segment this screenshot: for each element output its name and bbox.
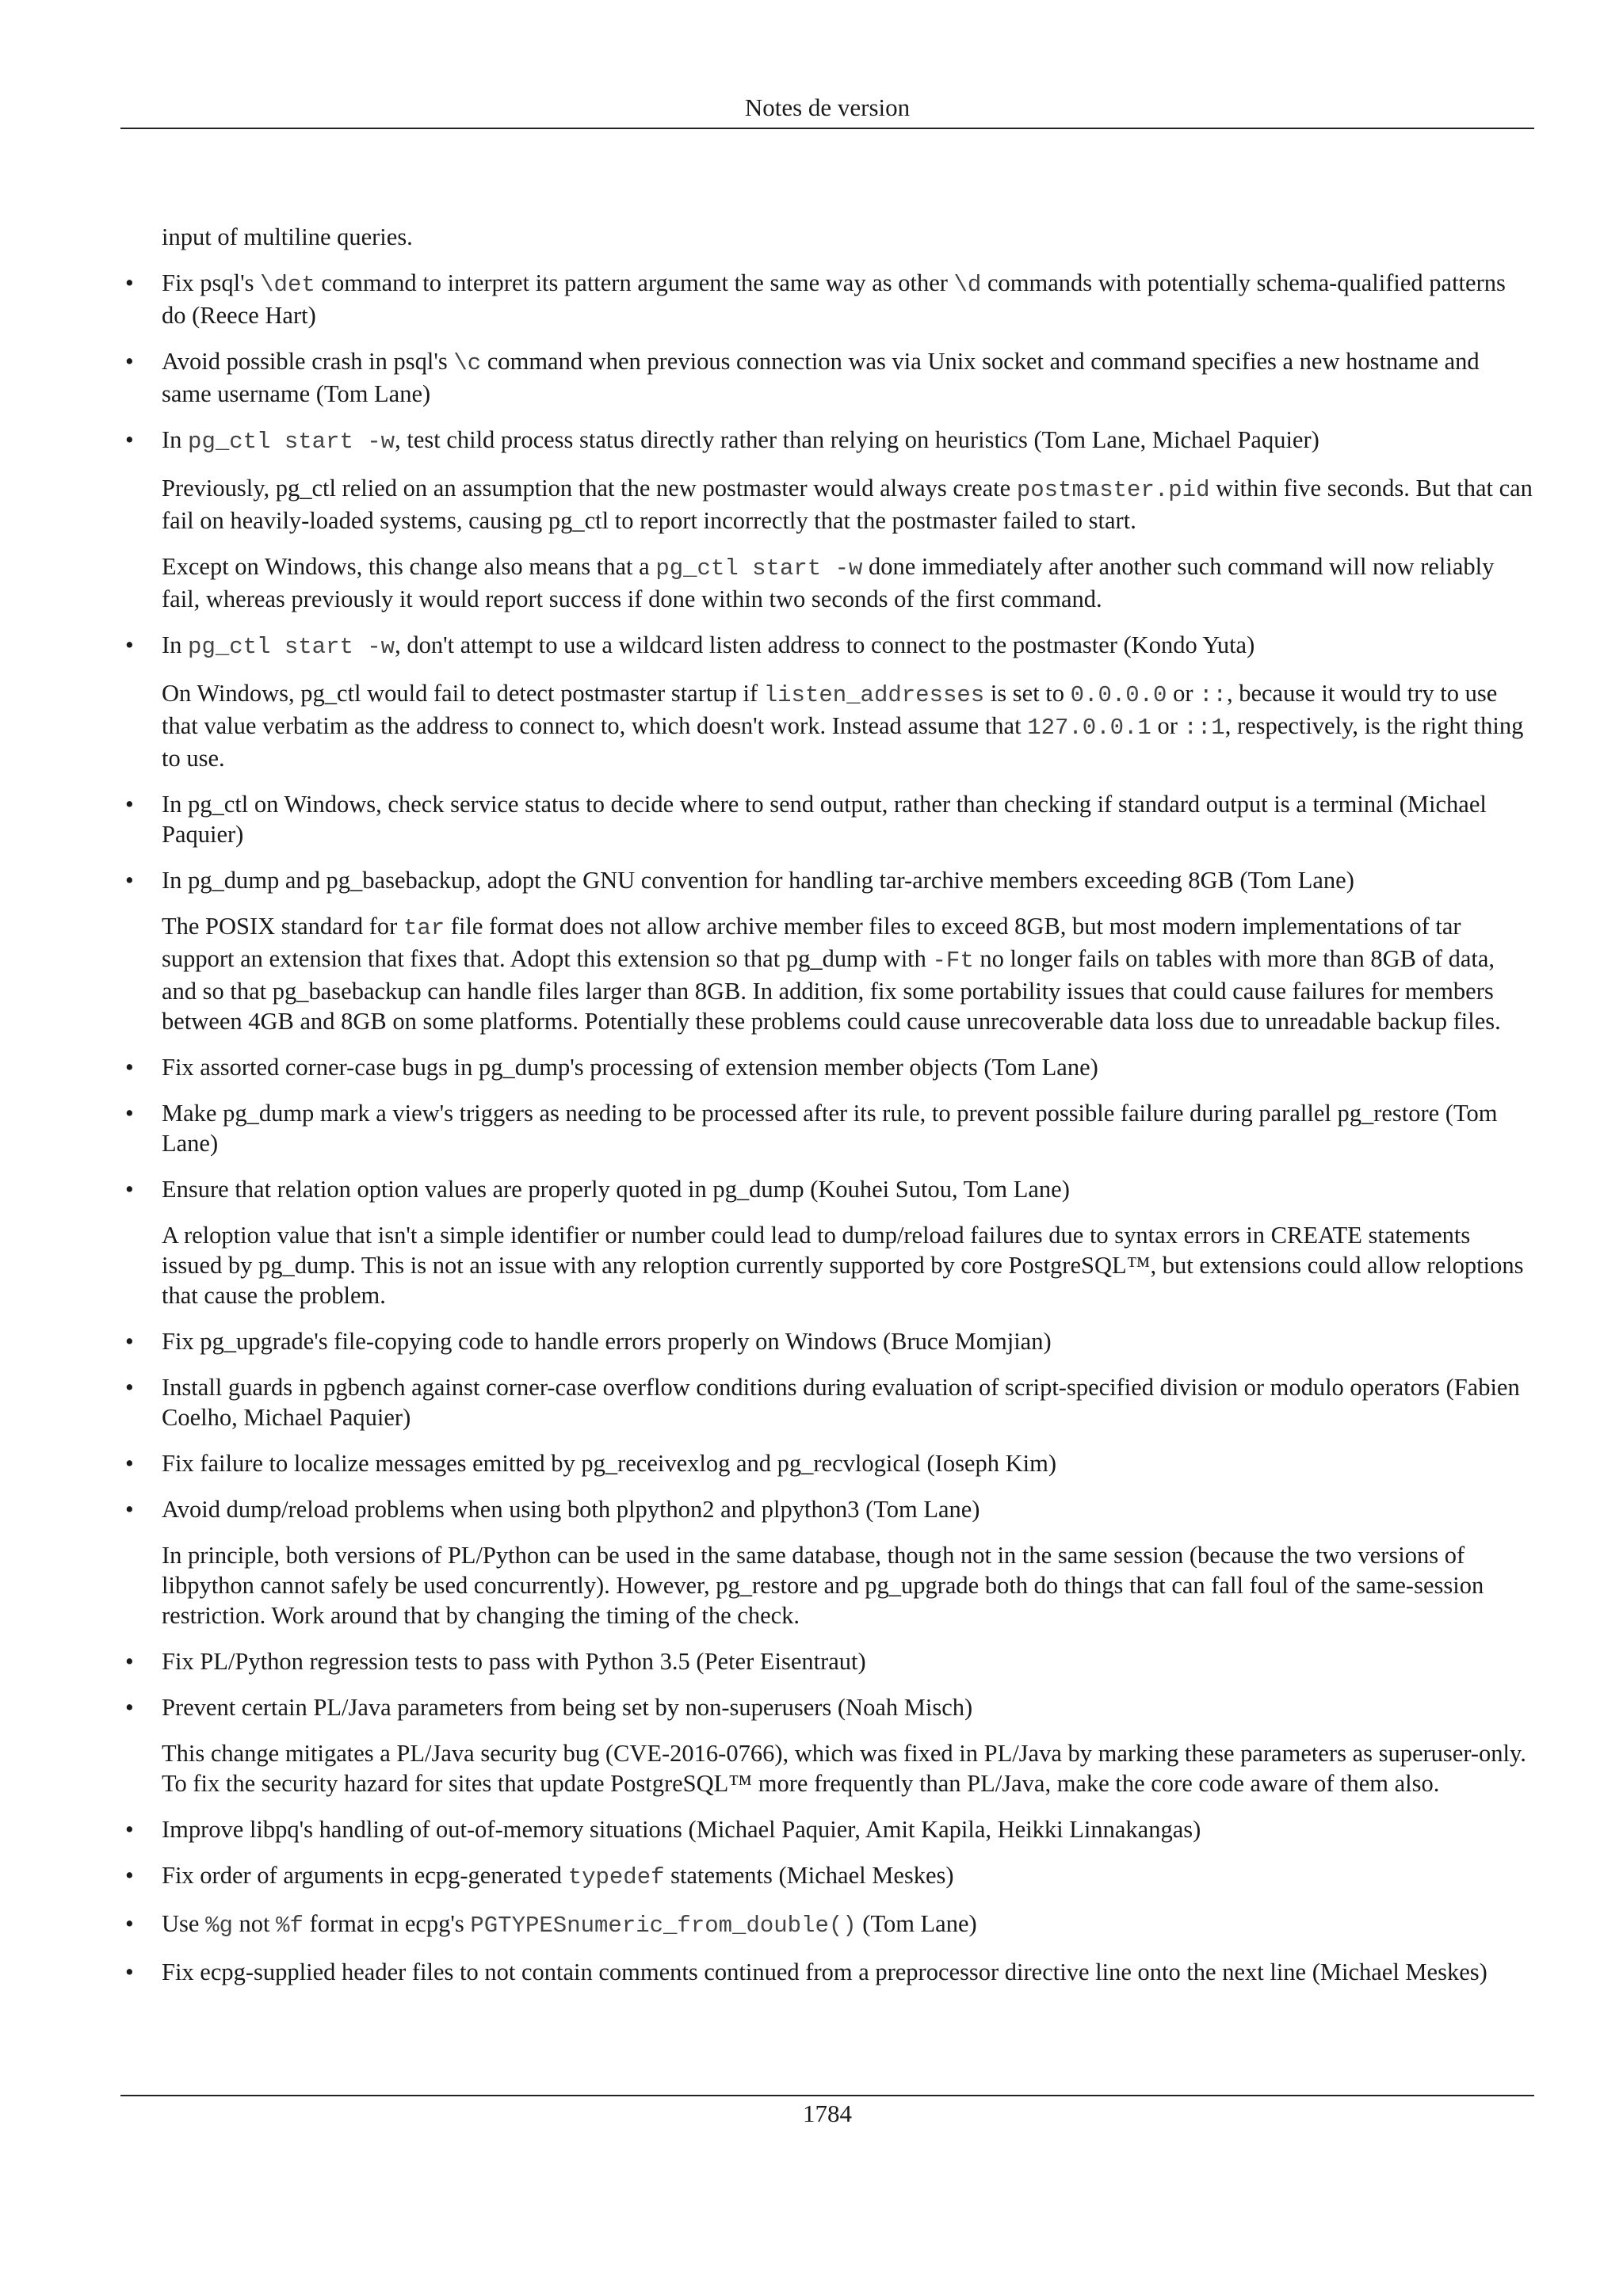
text-run: , don't attempt to use a wildcard listen address to connect to the postmaster (Kondo Yuta) (395, 631, 1255, 658)
list-item-text (162, 1448, 1534, 1478)
code-literal: %g (205, 1913, 233, 1939)
list-item-text (162, 1372, 1534, 1432)
code-literal: listen_addresses (763, 682, 985, 708)
bullet-marker: • (125, 1100, 134, 1127)
text-run: or (1167, 680, 1200, 707)
code-literal: \c (453, 350, 482, 376)
list-item (120, 1372, 1534, 1432)
text-run: Fix psql's (162, 269, 261, 296)
text-run: , test child process status directly rather than relying on heuristics (Tom Lane, Michael Paquier) (395, 426, 1319, 453)
list-item-text (162, 630, 1534, 662)
text-run: within five seconds. But that can fail on heavily-loaded systems, causing pg_ctl to report incorrectly that the postmaster failed to start. (162, 475, 1533, 534)
list-item-text (162, 1860, 1534, 1893)
text-run: This change mitigates a PL/Java security bug (CVE-2016-0766), which was fixed in PL/Java by marking these parameters as superuser-only. To fix the security hazard for sites that update PostgreSQL™ more frequently than PL/Java, make the core code aware of them also. (162, 1740, 1526, 1797)
text-run: file format does not allow archive member files to exceed 8GB, but most modern implementations of tar support an extension that fixes that. Adopt this extension so that pg_dump with (162, 913, 1461, 972)
text-run: Avoid dump/reload problems when using both plpython2 and plpython3 (Tom Lane) (162, 1496, 980, 1523)
text-run: format in ecpg's (303, 1910, 471, 1937)
list-item (120, 1646, 1534, 1676)
text-run: or (1151, 712, 1184, 739)
text-run: statements (Michael Meskes) (664, 1862, 954, 1889)
text-run: , because it would try to use that value verbatim as the address to connect to, which doesn't work. Instead assume that (162, 680, 1498, 739)
text-run: (Tom Lane) (856, 1910, 977, 1937)
list-item-text (162, 1909, 1534, 1941)
text-run: The POSIX standard for (162, 913, 403, 940)
bullet-marker: • (125, 1694, 134, 1721)
code-literal: :: (1199, 682, 1227, 708)
detail-paragraph (162, 911, 1534, 1036)
code-literal: PGTYPESnumeric_from_double() (470, 1913, 857, 1939)
detail-paragraph (162, 1220, 1534, 1310)
text-run: Install guards in pgbench against corner-case overflow conditions during evaluation of script-specified division or modulo operators (Fabien Coelho, Michael Paquier) (162, 1374, 1520, 1431)
header-rule (120, 128, 1534, 129)
list-item-text (162, 268, 1534, 330)
code-literal: -Ft (932, 948, 974, 974)
bullet-marker: • (125, 1176, 134, 1203)
list-item (120, 1909, 1534, 1941)
text-run: commands with potentially schema-qualified patterns do (Reece Hart) (162, 269, 1506, 329)
list-item-text (162, 1052, 1534, 1082)
code-literal: 127.0.0.1 (1027, 715, 1151, 741)
detail-paragraph (162, 473, 1534, 536)
bullet-marker: • (125, 426, 134, 453)
list-item (120, 1814, 1534, 1844)
text-run: Make pg_dump mark a view's triggers as needing to be processed after its rule, to prevent possible failure during parallel pg_restore (Tom Lane) (162, 1100, 1498, 1157)
list-item-text (162, 789, 1534, 849)
list-item (120, 1494, 1534, 1524)
text-run: In (162, 631, 189, 658)
list-item-text (162, 1494, 1534, 1524)
list-item (120, 346, 1534, 409)
text-run: Fix assorted corner-case bugs in pg_dump's processing of extension member objects (Tom Lane) (162, 1054, 1098, 1081)
text-run: Ensure that relation option values are properly quoted in pg_dump (Kouhei Sutou, Tom Lane) (162, 1176, 1070, 1203)
list-item-text (162, 425, 1534, 457)
code-literal: \det (260, 272, 315, 298)
text-run: Avoid possible crash in psql's (162, 348, 454, 375)
text-run: Fix pg_upgrade's file-copying code to handle errors properly on Windows (Bruce Momjian) (162, 1328, 1052, 1355)
text-run: Fix order of arguments in ecpg-generated (162, 1862, 568, 1889)
list-item-text (162, 1814, 1534, 1844)
code-literal: postmaster.pid (1016, 477, 1210, 503)
list-item (120, 1448, 1534, 1478)
text-run: Except on Windows, this change also means that a (162, 553, 656, 580)
bullet-marker: • (125, 1450, 134, 1477)
text-run: Previously, pg_ctl relied on an assumption that the new postmaster would always create (162, 475, 1017, 502)
code-literal: \d (953, 272, 982, 298)
text-run: In principle, both versions of PL/Python can be used in the same database, though not in the same session (because the two versions of libpython cannot safely be used concurrently). However, pg_restore and pg_upgrade both do things that can fall foul of the same-session restriction. Work around that by changing the timing of the check. (162, 1542, 1484, 1629)
text-run: Improve libpq's handling of out-of-memory situations (Michael Paquier, Amit Kapila, Heikki Linnakangas) (162, 1816, 1201, 1843)
list-item (120, 425, 1534, 457)
list-item-text (162, 1957, 1534, 1987)
list-item (120, 1957, 1534, 1987)
text-run: input of multiline queries. (162, 223, 413, 250)
code-literal: tar (403, 915, 445, 941)
text-run: Use (162, 1910, 206, 1937)
bullet-marker: • (125, 1816, 134, 1843)
list-item-text (162, 1692, 1534, 1722)
text-run: Fix ecpg-supplied header files to not contain comments continued from a preprocessor directive line onto the next line (Michael Meskes) (162, 1958, 1487, 1985)
text-run: Fix PL/Python regression tests to pass with Python 3.5 (Peter Eisentraut) (162, 1648, 866, 1675)
text-run: On Windows, pg_ctl would fail to detect postmaster startup if (162, 680, 764, 707)
text-run: , respectively, is the right thing to use. (162, 712, 1524, 772)
bullet-marker: • (125, 791, 134, 818)
bullet-marker: • (125, 1496, 134, 1523)
bullet-marker: • (125, 1862, 134, 1889)
release-notes-content (120, 222, 1534, 2003)
text-run: no longer fails on tables with more than 8GB of data, and so that pg_basebackup can handle files larger than 8GB. In addition, fix some portability issues that could cause failures for members between 4GB and 8GB on some platforms. Potentially these problems could cause unrecoverable data loss due to unreadable backup files. (162, 945, 1501, 1035)
text-run: command to interpret its pattern argument the same way as other (315, 269, 954, 296)
bullet-marker: • (125, 348, 134, 375)
detail-paragraph (162, 551, 1534, 614)
list-item-text (162, 1326, 1534, 1356)
bullet-marker: • (125, 1648, 134, 1675)
list-item-text (162, 1646, 1534, 1676)
footer-rule (120, 2095, 1534, 2096)
text-run: A reloption value that isn't a simple identifier or number could lead to dump/reload failures due to syntax errors in CREATE statements issued by pg_dump. This is not an issue with any reloption currently supported by core PostgreSQL™, but extensions could allow reloptions that cause the problem. (162, 1222, 1524, 1309)
detail-paragraph (162, 1540, 1534, 1630)
text-run: Fix failure to localize messages emitted by pg_receivexlog and pg_recvlogical (Ioseph Kim) (162, 1450, 1056, 1477)
continued-text (162, 222, 1534, 252)
code-literal: 0.0.0.0 (1070, 682, 1167, 708)
page-number: 1784 (803, 2100, 852, 2127)
code-literal: ::1 (1183, 715, 1225, 741)
list-item (120, 1860, 1534, 1893)
bullet-marker: • (125, 1958, 134, 1985)
list-item (120, 1052, 1534, 1082)
detail-paragraph (162, 1738, 1534, 1798)
code-literal: typedef (567, 1864, 665, 1890)
list-item (120, 789, 1534, 849)
list-item (120, 1174, 1534, 1204)
bullet-marker: • (125, 867, 134, 894)
text-run: In pg_dump and pg_basebackup, adopt the GNU convention for handling tar-archive members exceeding 8GB (Tom Lane) (162, 867, 1354, 894)
detail-paragraph (162, 678, 1534, 773)
page-header-title: Notes de version (744, 93, 911, 121)
list-item-text (162, 1174, 1534, 1204)
code-literal: %f (276, 1913, 304, 1939)
list-item (120, 1326, 1534, 1356)
list-item (120, 1098, 1534, 1158)
bullet-marker: • (125, 631, 134, 658)
text-run: is set to (984, 680, 1071, 707)
list-item-text (162, 346, 1534, 409)
text-run: not (232, 1910, 277, 1937)
bullet-marker: • (125, 1910, 134, 1937)
text-run: In pg_ctl on Windows, check service status to decide where to send output, rather than checking if standard output is a terminal (Michael Paquier) (162, 791, 1487, 848)
text-run: done immediately after another such command will now reliably fail, whereas previously it would report success if done within two seconds of the first command. (162, 553, 1495, 612)
list-item (120, 268, 1534, 330)
bullet-marker: • (125, 1374, 134, 1401)
list-item (120, 865, 1534, 895)
list-item-text (162, 865, 1534, 895)
bullet-marker: • (125, 1328, 134, 1355)
code-literal: pg_ctl start -w (188, 634, 395, 660)
bullet-marker: • (125, 1054, 134, 1081)
list-item-text (162, 1098, 1534, 1158)
text-run: In (162, 426, 189, 453)
code-literal: pg_ctl start -w (188, 429, 395, 455)
list-item (120, 1692, 1534, 1722)
list-item (120, 630, 1534, 662)
code-literal: pg_ctl start -w (655, 555, 863, 582)
text-run: command when previous connection was via Unix socket and command specifies a new hostname and same username (Tom Lane) (162, 348, 1480, 407)
bullet-marker: • (125, 269, 134, 296)
text-run: Prevent certain PL/Java parameters from being set by non-superusers (Noah Misch) (162, 1694, 973, 1721)
